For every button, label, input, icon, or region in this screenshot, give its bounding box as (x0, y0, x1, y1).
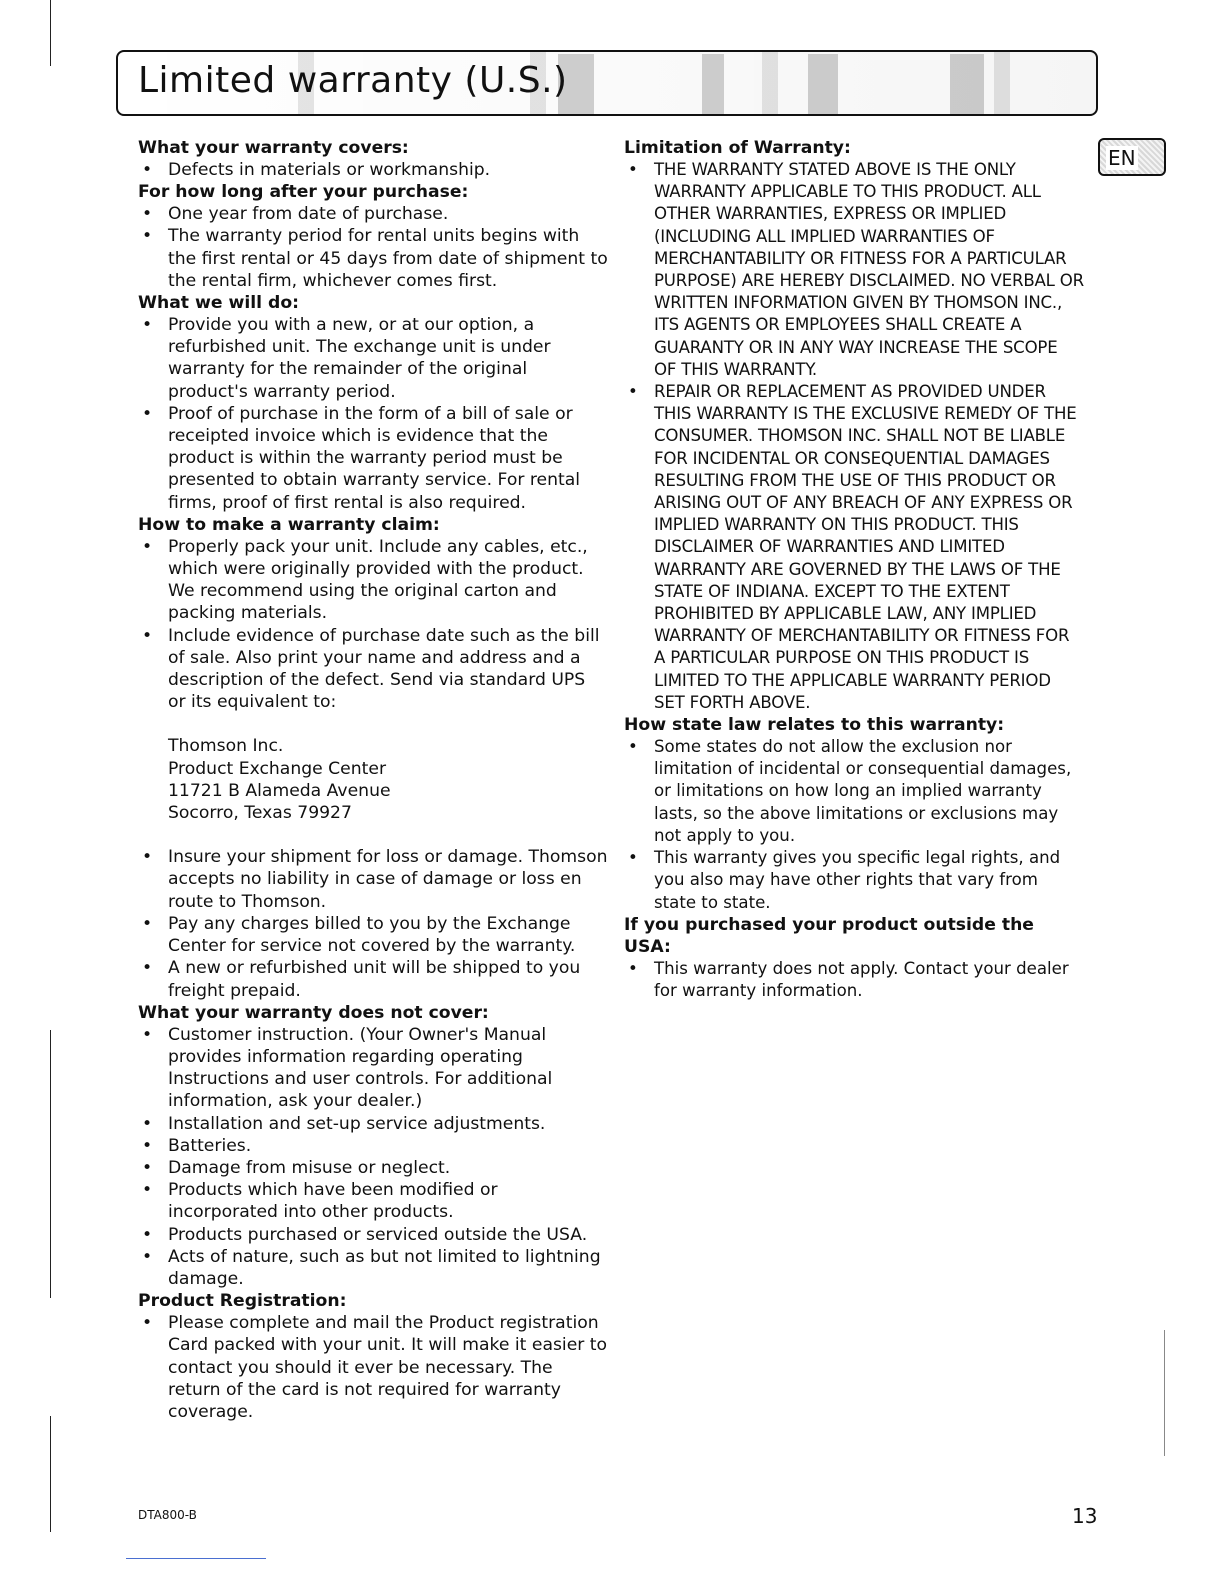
section-heading: What your warranty does not cover: (138, 1002, 489, 1023)
list-item: • One year from date of purchase. (138, 203, 608, 225)
list-item: • This warranty does not apply. Contact your dealer for warranty information. (624, 958, 1084, 1002)
section-not-covered (138, 1002, 608, 1290)
language-tab-label: EN (1108, 146, 1136, 170)
list-item: • The warranty period for rental units begins with the first rental or 45 days from date of shipment to the rental firm, whichever comes first. (138, 225, 608, 292)
list-item: • Insure your shipment for loss or damage. Thomson accepts no liability in case of damage or loss en route to Thomson. (138, 846, 608, 913)
list-item: • Damage from misuse or neglect. (138, 1157, 608, 1179)
list-item: • Products which have been modified or incorporated into other products. (138, 1179, 608, 1223)
section-what-we-do (138, 292, 608, 514)
address-line: 11721 B Alameda Avenue (168, 780, 391, 801)
scan-edge-right (1164, 1330, 1165, 1456)
address-line: Product Exchange Center (168, 758, 387, 779)
list-item: • REPAIR OR REPLACEMENT AS PROVIDED UNDER THIS WARRANTY IS THE EXCLUSIVE REMEDY OF THE CONSUMER. THOMSON INC. SHALL NOT BE LIABLE FOR INCIDENTAL OR CONSEQUENTIAL DAMAGES RESULTING FROM THE USE OF THIS PRODUCT OR ARISING OUT OF ANY BREACH OF ANY EXPRESS OR IMPLIED WARRANTY ON THIS PRODUCT. THIS DISCLAIMER OF WARRANTIES AND LIMITED WARRANTY ARE GOVERNED BY THE LAWS OF THE STATE OF INDIANA. EXCEPT TO THE EXTENT PROHIBITED BY APPLICABLE LAW, ANY IMPLIED WARRANTY OF MERCHANTABILITY OR FITNESS FOR A PARTICULAR PURPOSE ON THIS PRODUCT IS LIMITED TO THE APPLICABLE WARRANTY PERIOD SET FORTH ABOVE. (624, 381, 1084, 714)
section-heading: What your warranty covers: (138, 138, 409, 158)
section-heading: For how long after your purchase: (138, 182, 469, 203)
list-item: • Products purchased or serviced outside the USA. (138, 1224, 608, 1246)
list-item: • Customer instruction. (Your Owner's Manual provides information regarding operating Instructions and user controls. For additional information, ask your dealer.) (138, 1024, 608, 1113)
list-item: • Batteries. (138, 1135, 608, 1157)
section-heading: Product Registration: (138, 1291, 347, 1312)
list-item: • Proof of purchase in the form of a bill of sale or receipted invoice which is evidence that the product is within the warranty period must be presented to obtain warranty service. For rental firms, proof of first rental is also required. (138, 403, 608, 514)
list-item: • This warranty gives you specific legal rights, and you also may have other rights that vary from state to state. (624, 847, 1084, 914)
section-heading: Limitation of Warranty: (624, 138, 851, 158)
section-covers (138, 137, 608, 181)
list-item: • Include evidence of purchase date such as the bill of sale. Also print your name and address and a description of the defect. Send via standard UPS or its equivalent to: (138, 625, 608, 714)
address-line: Socorro, Texas 79927 (168, 803, 352, 824)
list-item: • Some states do not allow the exclusion nor limitation of incidental or consequential damages, or limitations on how long an implied warranty lasts, so the above limitations or exclusions may not apply to you. (624, 736, 1084, 847)
scan-edge-top-left (50, 0, 51, 66)
list-item: • Acts of nature, such as but not limited to lightning damage. (138, 1246, 608, 1290)
list-item: • Provide you with a new, or at our option, a refurbished unit. The exchange unit is under warranty for the remainder of the original product's warranty period. (138, 314, 608, 403)
list-item: • Please complete and mail the Product registration Card packed with your unit. It will make it easier to contact you should it ever be necessary. The return of the card is not required for warranty coverage. (138, 1312, 608, 1423)
section-registration (138, 1290, 608, 1423)
scan-artifact-line (126, 1558, 266, 1559)
exchange-center-address (138, 735, 608, 824)
section-state-law (624, 714, 1084, 914)
right-column (624, 137, 1084, 1002)
list-item: • THE WARRANTY STATED ABOVE IS THE ONLY WARRANTY APPLICABLE TO THIS PRODUCT. ALL OTHER WARRANTIES, EXPRESS OR IMPLIED (INCLUDING ALL IMPLIED WARRANTIES OF MERCHANTABILITY OR FITNESS FOR A PARTICULAR PURPOSE) ARE HEREBY DISCLAIMED. NO VERBAL OR WRITTEN INFORMATION GIVEN BY THOMSON INC., ITS AGENTS OR EMPLOYEES SHALL CREATE A GUARANTY OR IN ANY WAY INCREASE THE SCOPE OF THIS WARRANTY. (624, 159, 1084, 381)
header-banner (116, 50, 1098, 116)
section-how-long (138, 181, 608, 292)
list-item: • A new or refurbished unit will be shipped to you freight prepaid. (138, 957, 608, 1001)
section-claim (138, 514, 608, 1002)
model-code: DTA800-B (138, 1508, 197, 1522)
section-heading: What we will do: (138, 293, 300, 314)
address-line: Thomson Inc. (168, 736, 284, 757)
page-number: 13 (1072, 1504, 1098, 1528)
section-outside-usa (624, 914, 1084, 1002)
left-column (138, 137, 608, 1423)
section-heading: How state law relates to this warranty: (624, 715, 1005, 736)
section-heading: How to make a warranty claim: (138, 514, 440, 535)
page-title: Limited warranty (U.S.) (138, 60, 568, 101)
scan-edge-bottom-left (50, 1416, 51, 1532)
list-item: • Pay any charges billed to you by the Exchange Center for service not covered by the warranty. (138, 913, 608, 957)
language-tab (1098, 138, 1166, 176)
list-item: • Properly pack your unit. Include any cables, etc., which were originally provided with the product. We recommend using the original carton and packing materials. (138, 536, 608, 625)
section-limitation (624, 137, 1084, 714)
scan-edge-left-mid (50, 1030, 51, 1298)
section-heading: If you purchased your product outside the USA: (624, 914, 1034, 957)
list-item: • Installation and set-up service adjustments. (138, 1113, 608, 1135)
list-item: • Defects in materials or workmanship. (138, 159, 608, 181)
